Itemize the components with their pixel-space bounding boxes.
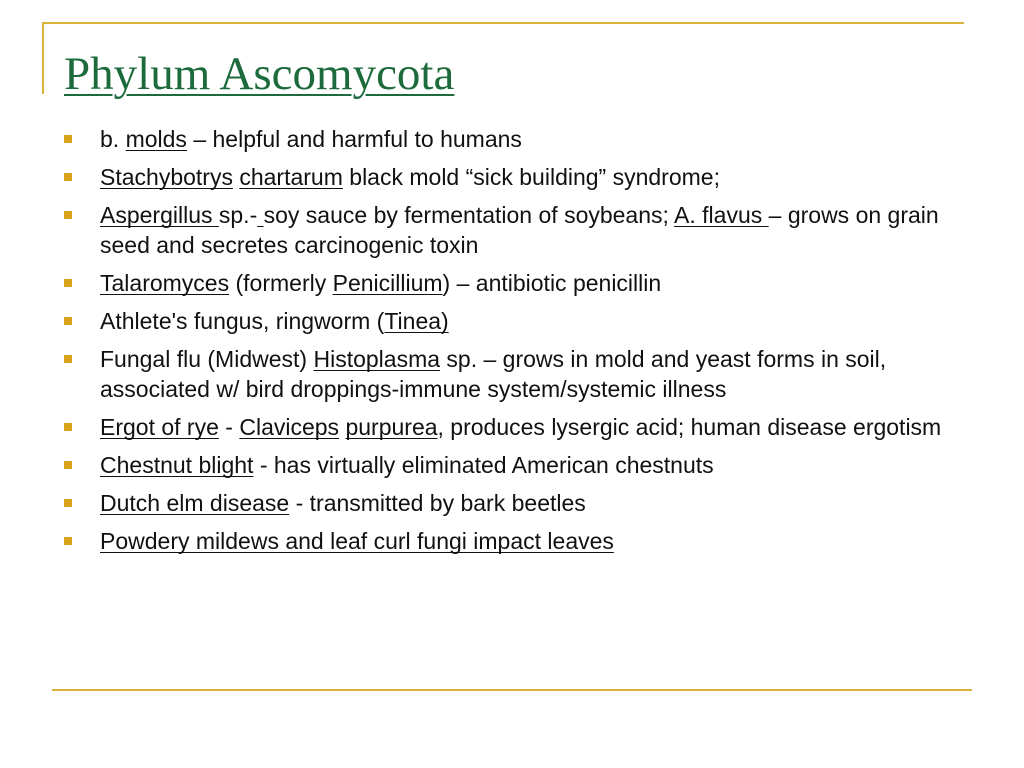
bullet-text: b. <box>100 126 126 152</box>
underlined-term: chartarum <box>239 164 343 190</box>
frame-top-rule <box>42 22 964 24</box>
bullet-text: - <box>218 414 240 440</box>
bullet-text: black mold “sick building” syndrome; <box>342 164 720 190</box>
underlined-term: A. flavus <box>674 202 769 228</box>
bullet-text: soy sauce by fermentation of soybeans; <box>263 202 675 228</box>
bullet-text: Athlete's fungus, ringworm ( <box>100 308 385 334</box>
bullet-item <box>64 200 964 260</box>
underlined-term: Stachybotrys <box>100 164 233 190</box>
underlined-term: Penicillium <box>332 270 443 296</box>
square-bullet-icon <box>64 135 72 143</box>
underlined-term: Tinea) <box>384 308 449 334</box>
bullet-text: , produces lysergic acid; human disease ergotism <box>437 414 942 440</box>
square-bullet-icon <box>64 537 72 545</box>
bullet-text: - transmitted by bark beetles <box>289 490 586 516</box>
slide-title: Phylum Ascomycota <box>64 48 455 100</box>
bullet-item <box>64 412 964 442</box>
square-bullet-icon <box>64 499 72 507</box>
underlined-term: Chestnut blight <box>100 452 254 478</box>
bullet-text: Fungal flu (Midwest) <box>100 346 314 372</box>
underlined-term: Dutch elm disease <box>100 490 290 516</box>
bullet-text: – grows on grain seed and secretes carcinogenic toxin <box>100 202 939 258</box>
underlined-term: Claviceps <box>239 414 340 440</box>
square-bullet-icon <box>64 211 72 219</box>
bullet-text: ) – antibiotic penicillin <box>442 270 662 296</box>
frame-bottom-rule <box>52 689 972 691</box>
square-bullet-icon <box>64 355 72 363</box>
bullet-list <box>64 124 964 564</box>
underlined-term: Powdery mildews and leaf curl fungi impact leaves <box>100 528 614 554</box>
frame-left-rule <box>42 22 44 94</box>
bullet-item <box>64 162 964 192</box>
bullet-item <box>64 526 964 556</box>
square-bullet-icon <box>64 461 72 469</box>
bullet-item <box>64 268 964 298</box>
underlined-term: molds <box>125 126 187 152</box>
underlined-term: Aspergillus <box>100 202 219 228</box>
bullet-item <box>64 450 964 480</box>
underlined-term: Ergot of rye <box>100 414 219 440</box>
square-bullet-icon <box>64 173 72 181</box>
bullet-item <box>64 488 964 518</box>
square-bullet-icon <box>64 279 72 287</box>
underlined-term: purpurea <box>345 414 438 440</box>
square-bullet-icon <box>64 423 72 431</box>
bullet-text: - has virtually eliminated American chestnuts <box>253 452 714 478</box>
bullet-item <box>64 306 964 336</box>
bullet-item <box>64 344 964 404</box>
bullet-text: sp. – grows in mold and yeast forms in soil, associated w/ bird droppings-immune system/systemic illness <box>100 346 887 402</box>
bullet-text: (formerly <box>229 270 333 296</box>
bullet-text: – helpful and harmful to humans <box>186 126 522 152</box>
square-bullet-icon <box>64 317 72 325</box>
underlined-term: Talaromyces <box>100 270 230 296</box>
bullet-item <box>64 124 964 154</box>
bullet-text: sp.- <box>218 202 258 228</box>
underlined-term: Histoplasma <box>313 346 441 372</box>
